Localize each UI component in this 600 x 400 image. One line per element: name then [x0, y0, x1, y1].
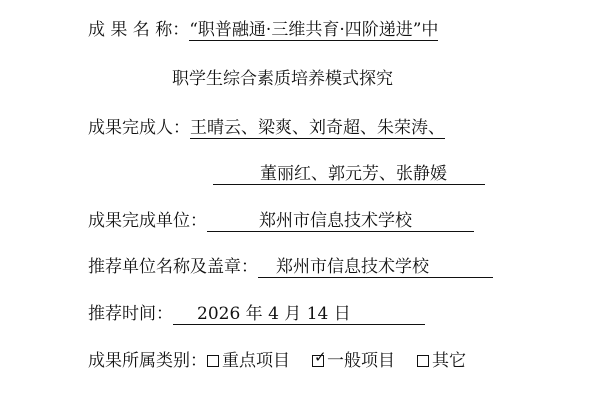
unit-value: 郑州市信息技术学校 [259, 211, 412, 231]
title-label: 成 果 名 称： [88, 20, 190, 40]
unit-label: 成果完成单位： [88, 211, 207, 231]
completers-row-2 [213, 163, 485, 185]
completers-line2-field [213, 164, 485, 185]
recommender-row [88, 256, 493, 278]
option-general-project[interactable] [312, 348, 395, 371]
date-label: 推荐时间： [88, 304, 173, 324]
title-line1: “职普融通·三维共育·四阶递进”中 [189, 20, 439, 40]
option-other-label: 其它 [432, 351, 466, 371]
title-row-2 [172, 68, 393, 90]
check-mark-icon: ✓ [314, 348, 327, 366]
completers-line1: 王晴云、梁爽、刘奇超、朱荣涛、 [190, 118, 445, 138]
checkbox-general-project[interactable] [312, 348, 327, 367]
title-row [88, 19, 438, 41]
unit-row [88, 210, 474, 232]
checkbox-other[interactable] [417, 355, 429, 367]
recommender-field [258, 257, 493, 278]
option-key-project[interactable] [207, 351, 290, 371]
completers-line2: 董丽红、郭元芳、张静媛 [260, 164, 447, 184]
category-row [88, 350, 488, 372]
completers-row [88, 117, 445, 139]
recommender-label: 推荐单位名称及盖章： [88, 257, 258, 277]
option-other[interactable] [417, 351, 466, 371]
recommender-value: 郑州市信息技术学校 [276, 257, 429, 277]
date-row [88, 303, 425, 325]
title-line2: 职学生综合素质培养模式探究 [172, 69, 393, 89]
date-value: 2026 年 4 月 14 日 [197, 304, 351, 324]
completers-label: 成果完成人： [88, 118, 190, 138]
checkbox-key-project[interactable] [207, 355, 219, 367]
date-field [173, 304, 425, 325]
unit-field [207, 211, 474, 232]
option-general-project-label: 一般项目 [327, 351, 395, 371]
option-key-project-label: 重点项目 [222, 351, 290, 371]
category-label: 成果所属类别： [88, 351, 207, 371]
